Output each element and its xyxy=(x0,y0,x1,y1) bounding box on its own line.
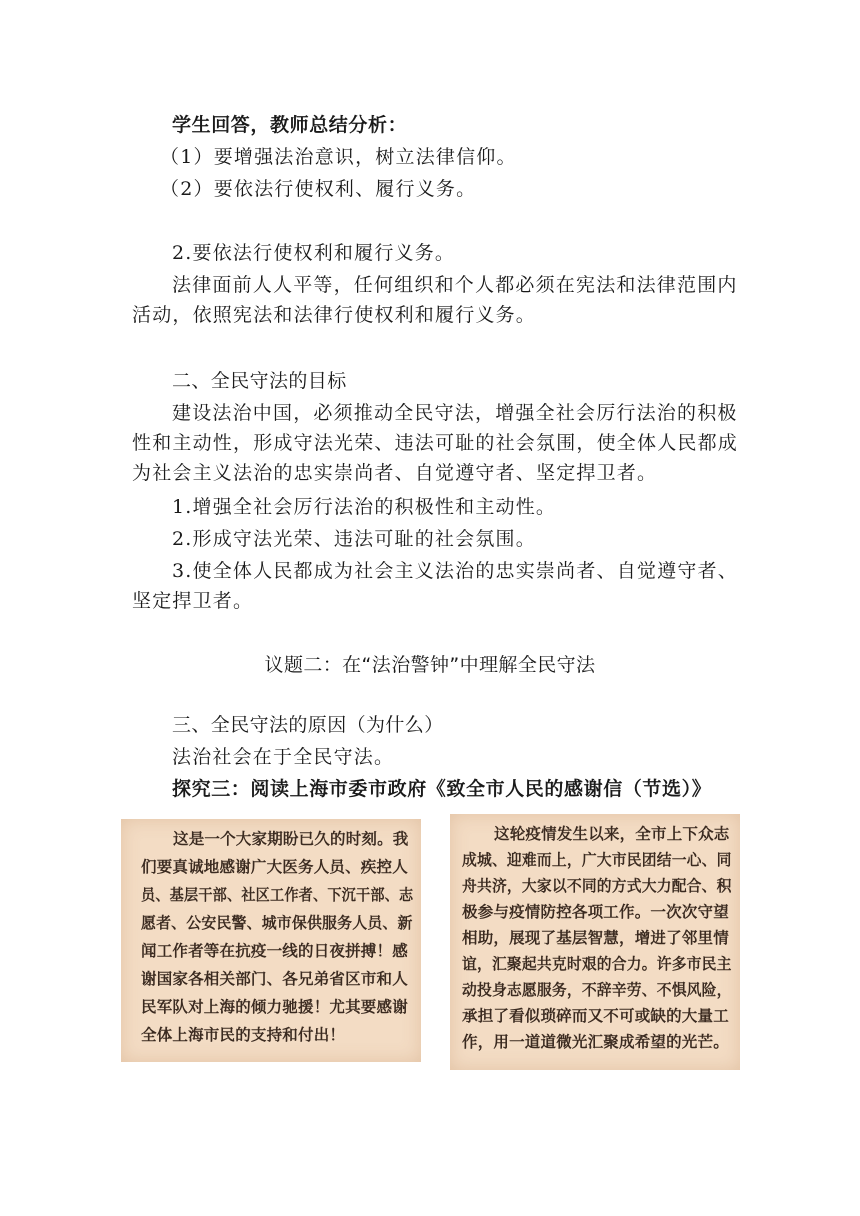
excerpt-right-line: 作，用一道道微光汇聚成希望的光芒。 xyxy=(462,1032,729,1051)
excerpt-right-line: 这轮疫情发生以来，全市上下众志 xyxy=(494,824,730,843)
inquiry3-title: 探究三：阅读上海市委市政府《致全市人民的感谢信（节选）》 xyxy=(172,778,712,800)
excerpt-left-line: 谢国家各相关部门、各兄弟省区市和人 xyxy=(141,969,408,988)
section2-goal-3-line-1: 3.使全体人民都成为社会主义法治的忠实崇尚者、自觉遵守者、 xyxy=(172,560,738,582)
answer-heading: 学生回答，教师总结分析： xyxy=(172,114,408,136)
section3-body: 法治社会在于全民守法。 xyxy=(172,746,395,768)
point2-title: 2.要依法行使权利和履行义务。 xyxy=(172,242,456,264)
excerpt-left-line: 全体上海市民的支持和付出！ xyxy=(141,1025,346,1044)
answer-item-1: （1）要增强法治意识，树立法律信仰。 xyxy=(160,146,517,168)
excerpt-left-line: 们要真诚地感谢广大医务人员、疾控人 xyxy=(141,857,408,876)
excerpt-right-line: 极参与疫情防控各项工作。一次次守望 xyxy=(462,902,729,921)
topic2-title: 议题二：在“法治警钟”中理解全民守法 xyxy=(264,654,596,676)
section2-body-line-3: 为社会主义法治的忠实崇尚者、自觉遵守者、坚定捍卫者。 xyxy=(132,462,658,484)
section2-heading: 二、全民守法的目标 xyxy=(172,370,347,392)
point2-body-line-1: 法律面前人人平等，任何组织和个人都必须在宪法和法律范围内 xyxy=(172,274,738,296)
excerpt-right-line: 成城、迎难而上，广大市民团结一心、同 xyxy=(462,850,732,869)
section2-goal-2: 2.形成守法光荣、违法可耻的社会氛围。 xyxy=(172,528,536,550)
section2-goal-3-line-2: 坚定捍卫者。 xyxy=(132,590,254,612)
excerpt-left-line: 员、基层干部、社区工作者、下沉干部、志 xyxy=(141,885,414,904)
excerpt-right-line: 舟共济，大家以不同的方式大力配合、积 xyxy=(462,876,732,895)
excerpt-left-line: 闻工作者等在抗疫一线的日夜拼搏！感 xyxy=(141,941,408,960)
section2-goal-1: 1.增强全社会厉行法治的积极性和主动性。 xyxy=(172,496,557,518)
excerpt-image-right xyxy=(450,814,740,1070)
excerpt-right-line: 相助，展现了基层智慧，增进了邻里情 xyxy=(462,928,729,947)
excerpt-left-line: 民军队对上海的倾力驰援！尤其要感谢 xyxy=(141,997,408,1016)
section2-body-line-2: 性和主动性，形成守法光荣、违法可耻的社会氛围，使全体人民都成 xyxy=(132,432,739,454)
excerpt-left-line: 愿者、公安民警、城市保供服务人员、新 xyxy=(141,913,413,932)
section3-heading: 三、全民守法的原因（为什么） xyxy=(172,714,444,736)
answer-item-2: （2）要依法行使权利、履行义务。 xyxy=(160,178,477,200)
excerpt-image-left xyxy=(121,819,421,1062)
point2-body-line-2: 活动，依照宪法和法律行使权利和履行义务。 xyxy=(132,304,537,326)
section2-body-line-1: 建设法治中国，必须推动全民守法，增强全社会厉行法治的积极 xyxy=(172,402,738,424)
excerpt-right-line: 承担了看似琐碎而又不可或缺的大量工 xyxy=(462,1006,729,1025)
excerpt-left-line: 这是一个大家期盼已久的时刻。我 xyxy=(173,829,409,848)
excerpt-right-line: 动投身志愿服务，不辞辛劳、不惧风险， xyxy=(462,980,732,999)
excerpt-right-line: 谊，汇聚起共克时艰的合力。许多市民主 xyxy=(462,954,732,973)
